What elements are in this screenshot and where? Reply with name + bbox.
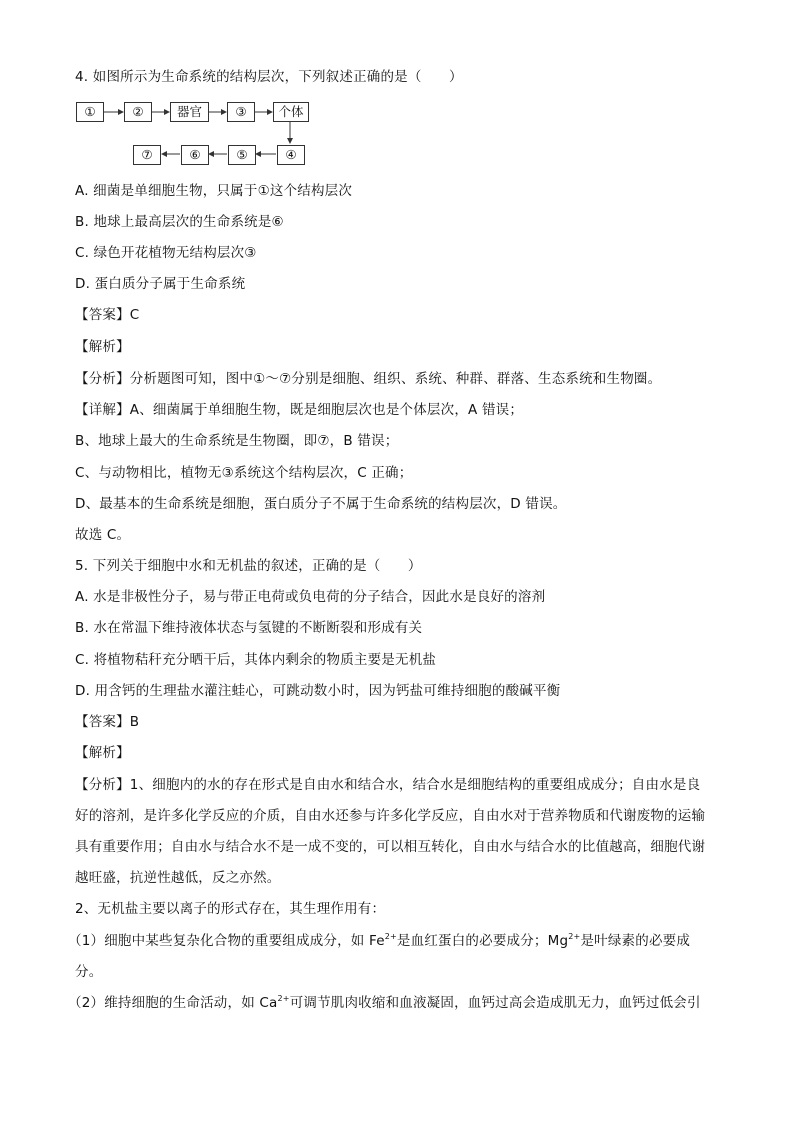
fe-charge: 2+ [384,932,397,941]
q4-option-c: C. 绿色开花植物无结构层次③ [75,245,257,261]
level-box-1: ① [76,102,104,122]
level-box-6: ⑥ [181,145,209,165]
q4-stem: 4. 如图所示为生命系统的结构层次，下列叙述正确的是（ ） [75,69,463,85]
q5-jiexi-heading: 【解析】 [75,745,130,761]
q4-option-d: D. 蛋白质分子属于生命系统 [75,276,246,292]
q4-detail-a: 【详解】A、细菌属于单细胞生物，既是细胞层次也是个体层次，A 错误； [75,402,524,418]
q5-option-c: C. 将植物秸秆充分晒干后，其体内剩余的物质主要是无机盐 [75,652,437,668]
ca-charge: 2+ [277,994,290,1003]
item-1-text-b: 是血红蛋白的必要成分；Mg [396,933,569,949]
item-1-text-a: （1）细胞中某些复杂化合物的重要组成成分，如 Fe [68,933,385,949]
item-1-text-c: 是叶绿素的必要成 [580,933,691,949]
q4-analysis: 【分析】分析题图可知，图中①～⑦分别是细胞、组织、系统、种群、群落、生态系统和生物圈。 [75,371,662,387]
level-box-2: ② [124,102,152,122]
q5-point-2-item-2 [68,994,701,1012]
level-box-5: ⑤ [228,145,256,165]
item-2-text-a: （2）维持细胞的生命活动，如 Ca [68,995,278,1011]
q5-analysis-line-2: 好的溶剂，是许多化学反应的介质，自由水还参与许多化学反应，自由水对于营养物质和代谢废物的运输 [75,808,706,824]
q5-point-2-item-1-cont: 分。 [75,964,103,980]
level-box-7: ⑦ [133,145,161,165]
q4-detail-b: B、地球上最大的生命系统是生物圈，即⑦，B 错误； [75,433,399,449]
q5-stem: 5. 下列关于细胞中水和无机盐的叙述，正确的是（ ） [75,558,422,574]
level-box-individual: 个体 [273,102,309,122]
q5-option-d: D. 用含钙的生理盐水灌注蛙心，可跳动数小时，因为钙盐可维持细胞的酸碱平衡 [75,683,561,699]
level-box-organ: 器官 [170,102,209,122]
q5-analysis-line-1: 【分析】1、细胞内的水的存在形式是自由水和结合水，结合水是细胞结构的重要组成成分；自由水是良 [75,777,701,793]
q4-conclusion: 故选 C。 [75,527,131,543]
q4-option-a: A. 细菌是单细胞生物，只属于①这个结构层次 [75,183,353,199]
q5-answer: 【答案】B [75,714,140,730]
q4-jiexi-heading: 【解析】 [75,339,130,355]
level-box-3: ③ [227,102,255,122]
q5-point-2: 2、无机盐主要以离子的形式存在，其生理作用有： [75,901,386,917]
q4-option-b: B. 地球上最高层次的生命系统是⑥ [75,214,284,230]
q4-answer: 【答案】C [75,307,140,323]
q5-point-2-item-1 [68,932,690,950]
structure-level-diagram [0,0,794,200]
q5-analysis-line-3: 具有重要作用；自由水与结合水不是一成不变的，可以相互转化，自由水与结合水的比值越高，细胞代谢 [75,839,706,855]
item-2-text-b: 可调节肌肉收缩和血液凝固，血钙过高会造成肌无力，血钙过低会引 [289,995,701,1011]
q4-detail-c: C、与动物相比，植物无③系统这个结构层次，C 正确； [75,465,413,481]
q4-detail-d: D、最基本的生命系统是细胞，蛋白质分子不属于生命系统的结构层次，D 错误。 [75,496,567,512]
q5-option-a: A. 水是非极性分子，易与带正电荷或负电荷的分子结合，因此水是良好的溶剂 [75,589,546,605]
level-box-4: ④ [277,145,305,165]
mg-charge: 2+ [568,932,581,941]
q5-analysis-line-4: 越旺盛，抗逆性越低，反之亦然。 [75,870,281,886]
q5-option-b: B. 水在常温下维持液体状态与氢键的不断断裂和形成有关 [75,620,423,636]
